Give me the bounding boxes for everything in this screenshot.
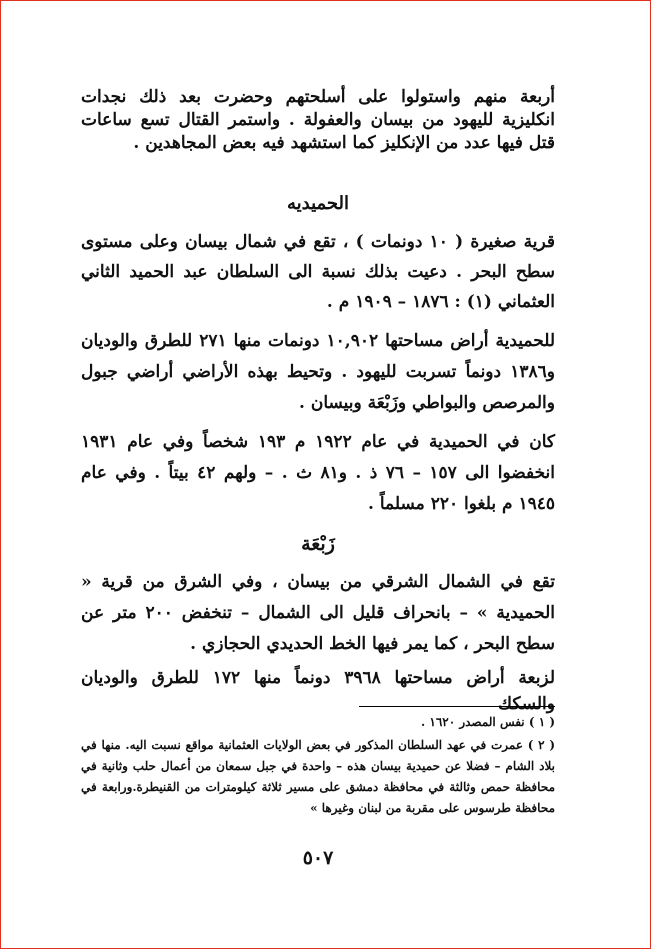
section-heading-zabaa: زَبْعَة — [301, 533, 335, 555]
paragraph-hamidiya-lands — [81, 326, 555, 419]
paragraph-text: أربعة منهم واستولوا على أسلحتهم وحضرت بعد ذلك نجدات انكليزية لليهود من بيسان والعفولة . واستمر القتال تسع ساعات قتل فيها عدد من الإنكليز كما استشهد فيه بعض المجاهدين . — [81, 87, 555, 153]
page-number: ٥٠٧ — [302, 847, 334, 869]
paragraph-zabaa-lands — [81, 665, 555, 717]
paragraph-text: قرية صغيرة ( ١٠ دونمات ) ، تقع في شمال بيسان وعلى مستوى سطح البحر . دعيت بذلك نسبة الى السلطان عبد الحميد الثاني العثماني (١) : ١٨٧٦ – ١٩٠٩ م . — [81, 232, 555, 312]
paragraph-text: لزبعة أراض مساحتها ٣٩٦٨ دونماً منها ١٧٢ للطرق والوديان والسكك — [81, 668, 555, 714]
paragraph-hamidiya-intro — [81, 227, 555, 317]
paragraph-hamidiya-population — [81, 427, 555, 520]
footnote-divider — [359, 706, 555, 707]
paragraph-zabaa-location — [81, 567, 555, 660]
section-heading-hamidiya: الحميديه — [286, 193, 350, 214]
paragraph-text: كان في الحميدية في عام ١٩٢٢ م ١٩٣ شخصاً وفي عام ١٩٣١ انخفضوا الى ١٥٧ – ٧٦ ذ . و٨١ ث . – ولهم ٤٢ بيتاً . وفي عام ١٩٤٥ م بلغوا ٢٢٠ مسلماً . — [81, 432, 555, 514]
footnote-2: ( ٢ ) عمرت في عهد السلطان المذكور في بعض الولايات العثمانية مواقع نسبت اليه. منها في بلاد الشام – فضلا عن حميدية بيسان هذه – واحدة في جبل سمعان من أعمال حلب وثانية في محافظة حمص وثالثة في محافظة دمشق على مسير ثلاثة كيلومترات من القنيطرة.ورابعة في محافظة طرسوس على مقربة من لبنان وغيرها » — [81, 738, 556, 815]
paragraph-text: للحميدية أراض مساحتها ١٠,٩٠٢ دونمات منها ٢٧١ للطرق والوديان و١٣٨٦ دونماً تسربت لليهود . وتحيط بهذه الأراضي أراضي جبول والمرصص والبواطي وزَبْعَة وبيسان . — [81, 331, 555, 413]
paragraph-revolt — [81, 86, 555, 155]
footnote-1: ( ١ ) نفس المصدر ١٦٢٠ . — [421, 715, 555, 729]
paragraph-text: تقع في الشمال الشرقي من بيسان ، وفي الشرق من قرية « الحميدية » – بانحراف قليل الى الشمال – تنخفض ٢٠٠ متر عن سطح البحر ، كما يمر فيها الخط الحديدي الحجازي . — [81, 572, 555, 654]
